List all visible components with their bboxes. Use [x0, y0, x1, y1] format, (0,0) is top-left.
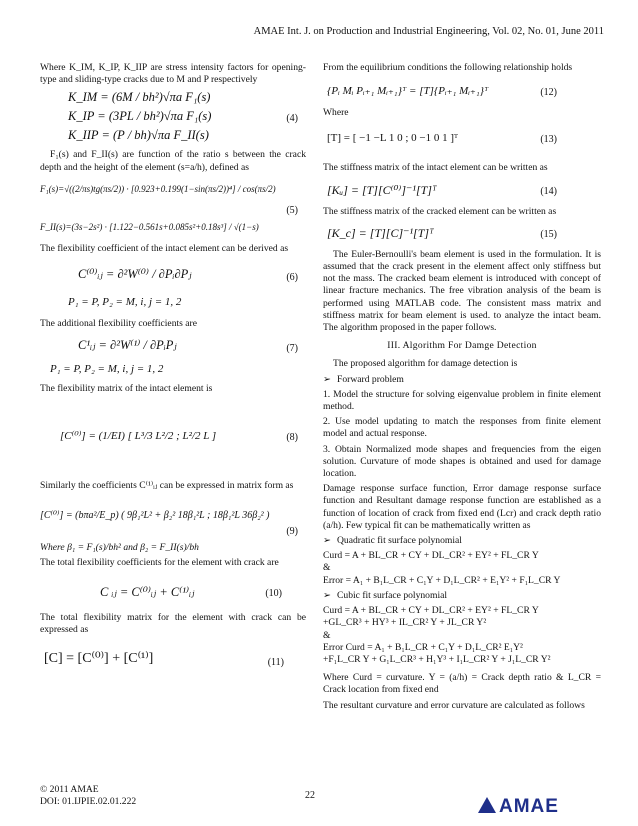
equation-5: [40, 177, 306, 243]
equation-8: [40, 398, 306, 480]
equation-number: (8): [286, 432, 298, 444]
arrow-bullet-icon: ➢: [323, 589, 332, 601]
equation-line: [T] = [ −1 −L 1 0 ; 0 −1 0 1 ]ᵀ: [327, 132, 459, 145]
doi-text: DOI: 01.IJPIE.02.01.222: [40, 796, 137, 807]
right-column: [323, 62, 601, 715]
paragraph: Where β₁ = F₁(s)/bh² and β₂ = F_II(s)/bh: [40, 541, 199, 553]
formula-line: &: [323, 562, 331, 574]
left-column: [40, 62, 306, 679]
equation-line: K_IP = (3PL / bh²)√πa F₁(s): [68, 109, 212, 124]
equation-10: [40, 572, 306, 612]
equation-line: [C⁽⁰⁾] = (bπa²/E_p) ( 9β₁²L² + β₂² 18β₁²L ; 18β₁²L 36β₂² ): [40, 509, 270, 521]
paragraph: The flexibility coefficient of the intact element can be derived as: [40, 242, 289, 254]
paragraph: The flexibility matrix of the intact element is: [40, 383, 213, 395]
equation-number: (12): [540, 87, 557, 99]
paragraph: F₁(s) and F_II(s) are function of the ratio s between the crack depth and the height of the element (s=a/h), defined as: [40, 149, 306, 173]
equation-line: F_II(s)=(3s−2s²) · [1.122−0.561s+0.085s²+0.18s³] / √(1−s): [40, 221, 259, 232]
bullet-item: ➢ Cubic fit surface polynomial: [323, 589, 448, 601]
paragraph: The proposed algorithm for damage detection is: [333, 358, 518, 370]
equation-number: (5): [286, 204, 298, 216]
equation-13: [323, 122, 601, 162]
equation-11: [40, 639, 306, 679]
paragraph: From the equilibrium conditions the following relationship holds: [323, 62, 573, 73]
amae-logo: AMAE: [478, 796, 559, 818]
paragraph: The total flexibility matrix for the element with crack can be expressed as: [40, 612, 306, 636]
equation-number: (4): [286, 113, 298, 125]
equation-number: (10): [265, 588, 282, 600]
equation-number: (9): [286, 525, 298, 537]
equation-line: F₁(s)=√((2/πs)tg(πs/2)) · [0.923+0.199(1−sin(πs/2))⁴] / cos(πs/2): [40, 183, 276, 194]
paragraph: The total flexibility coefficients for the element with crack are: [40, 556, 279, 568]
formula-line: &: [323, 629, 331, 641]
formula-line: Error = A₁ + B₁L_CR + C₁Y + D₁L_CR² + E₁Y² + F₁L_CR Y: [323, 574, 561, 586]
equation-number: (11): [267, 657, 284, 669]
paragraph: The stiffness matrix of the intact element can be written as: [323, 162, 548, 174]
section-heading: III. Algorithm For Damge Detection: [387, 340, 537, 352]
paragraph: The Euler-Bernoulli's beam element is used in the formulation. It is assumed that the crack present in the element affect only stiffness but not the mass. The cracked beam element is introduced with concept of linear fracture mechanics. The free vibration analysis of the beam is performed using MATLAB code. The consistent mass matrix and stiffness matrix for beam element is used. to analyze the intact beam. The algorithm proposed in the paper follows.: [323, 248, 601, 334]
equation-4: [40, 89, 306, 149]
equation-number: (7): [286, 343, 298, 355]
bullet-item: ➢ Forward problem: [323, 373, 404, 385]
equation-line: P₁ = P, P₂ = M, i, j = 1, 2: [50, 363, 164, 376]
paragraph: Similarly the coefficients C⁽¹⁾ᵢⱼ can be expressed in matrix form as: [40, 480, 294, 492]
equation-line: [C⁽⁰⁾] = (1/EI) [ L³/3 L²/2 ; L²/2 L ]: [60, 430, 217, 443]
equation-number: (13): [540, 134, 557, 146]
paragraph: Damage response surface function, Error damage response surface function and Resultant damage response function are established as a function of location of crack from fixed end (Lcr) and crack depth ratio (a/h). Few typical fit can be mathematically written as: [323, 483, 601, 531]
equation-line: [K_c] = [T][C]⁻¹[T]ᵀ: [327, 225, 434, 240]
equation-line: {Pᵢ Mᵢ Pᵢ₊₁ Mᵢ₊₁}ᵀ = [T]{Pᵢ₊₁ Mᵢ₊₁}ᵀ: [327, 85, 489, 98]
bullet-item: ➢ Quadratic fit surface polynomial: [323, 535, 462, 547]
paragraph: The additional flexibility coefficients are: [40, 318, 197, 330]
formula-line: Curd = A + BL_CR + CY + DL_CR² + EY² + FL_CR Y: [323, 605, 539, 617]
arrow-bullet-icon: ➢: [323, 535, 332, 547]
formula-line: +GL_CR³ + HY³ + IL_CR² Y + JL_CR Y²: [323, 617, 487, 629]
formula-line: Error Curd = A₁ + B₁L_CR + C₁Y + D₁L_CR² E₁Y²: [323, 641, 523, 653]
equation-line: K_IIP = (P / bh)√πa F_II(s): [68, 128, 209, 143]
logo-triangle-icon: [478, 797, 496, 813]
equation-line: C¹ᵢⱼ = ∂²W⁽¹⁾ / ∂PᵢPⱼ: [78, 338, 177, 353]
running-header: AMAE Int. J. on Production and Industrial Engineering, Vol. 02, No. 01, June 2011: [253, 26, 604, 37]
equation-14: [323, 178, 601, 206]
paragraph: 3. Obtain Normalized mode shapes and frequencies from the eigen solution. Curvature of mode shapes is obtained and used for damage location.: [323, 443, 601, 480]
paragraph: The resultant curvature and error curvature are calculated as follows: [323, 699, 585, 711]
equation-12: [323, 77, 601, 107]
equation-6: [40, 258, 306, 318]
equation-line: K_IM = (6M / bh²)√πa F₁(s): [68, 90, 211, 105]
paragraph: 2. Use model updating to match the responses from finite element model and actual response.: [323, 416, 601, 440]
paragraph: 1. Model the structure for solving eigenvalue problem in finite element method.: [323, 388, 601, 413]
equation-number: (6): [286, 272, 298, 284]
paragraph: The stiffness matrix of the cracked element can be written as: [323, 205, 557, 217]
equation-line: [C] = [C⁽⁰⁾] + [C⁽¹⁾]: [44, 651, 154, 667]
equation-line: C⁽⁰⁾ᵢⱼ = ∂²W⁽⁰⁾ / ∂Pᵢ∂Pⱼ: [78, 267, 192, 282]
arrow-bullet-icon: ➢: [323, 373, 332, 385]
paragraph: Where Curd = curvature. Y = (a/h) = Crack depth ratio & L_CR = Crack location from fixed end: [323, 672, 601, 696]
formula-line: +F₁L_CR Y + G₁L_CR³ + H₁Y³ + I₁L_CR² Y + J₁L_CR Y²: [323, 653, 551, 665]
equation-line: P₁ = P, P₂ = M, i, j = 1, 2: [68, 296, 182, 309]
paragraph: Where K_IM, K_IP, K_IIP are stress intensity factors for opening-type and sliding-type cracks due to M and P respectively: [40, 62, 306, 86]
paragraph: Where: [323, 107, 349, 119]
equation-line: C ᵢⱼ = C⁽⁰⁾ᵢⱼ + C⁽¹⁾ᵢⱼ: [100, 585, 195, 600]
equation-line: [Kᵤ] = [T][C⁽⁰⁾]⁻¹[T]ᵀ: [327, 182, 437, 197]
equation-7: [40, 333, 306, 383]
formula-line: Curd = A + BL_CR + CY + DL_CR² + EY² + FL_CR Y: [323, 550, 539, 562]
footer-left: [40, 784, 136, 808]
equation-15: [323, 221, 601, 249]
equation-9: [40, 496, 306, 542]
copyright-text: © 2011 AMAE: [40, 784, 99, 795]
equation-number: (14): [540, 185, 557, 197]
page-number: 22: [305, 790, 315, 801]
equation-number: (15): [540, 228, 557, 240]
